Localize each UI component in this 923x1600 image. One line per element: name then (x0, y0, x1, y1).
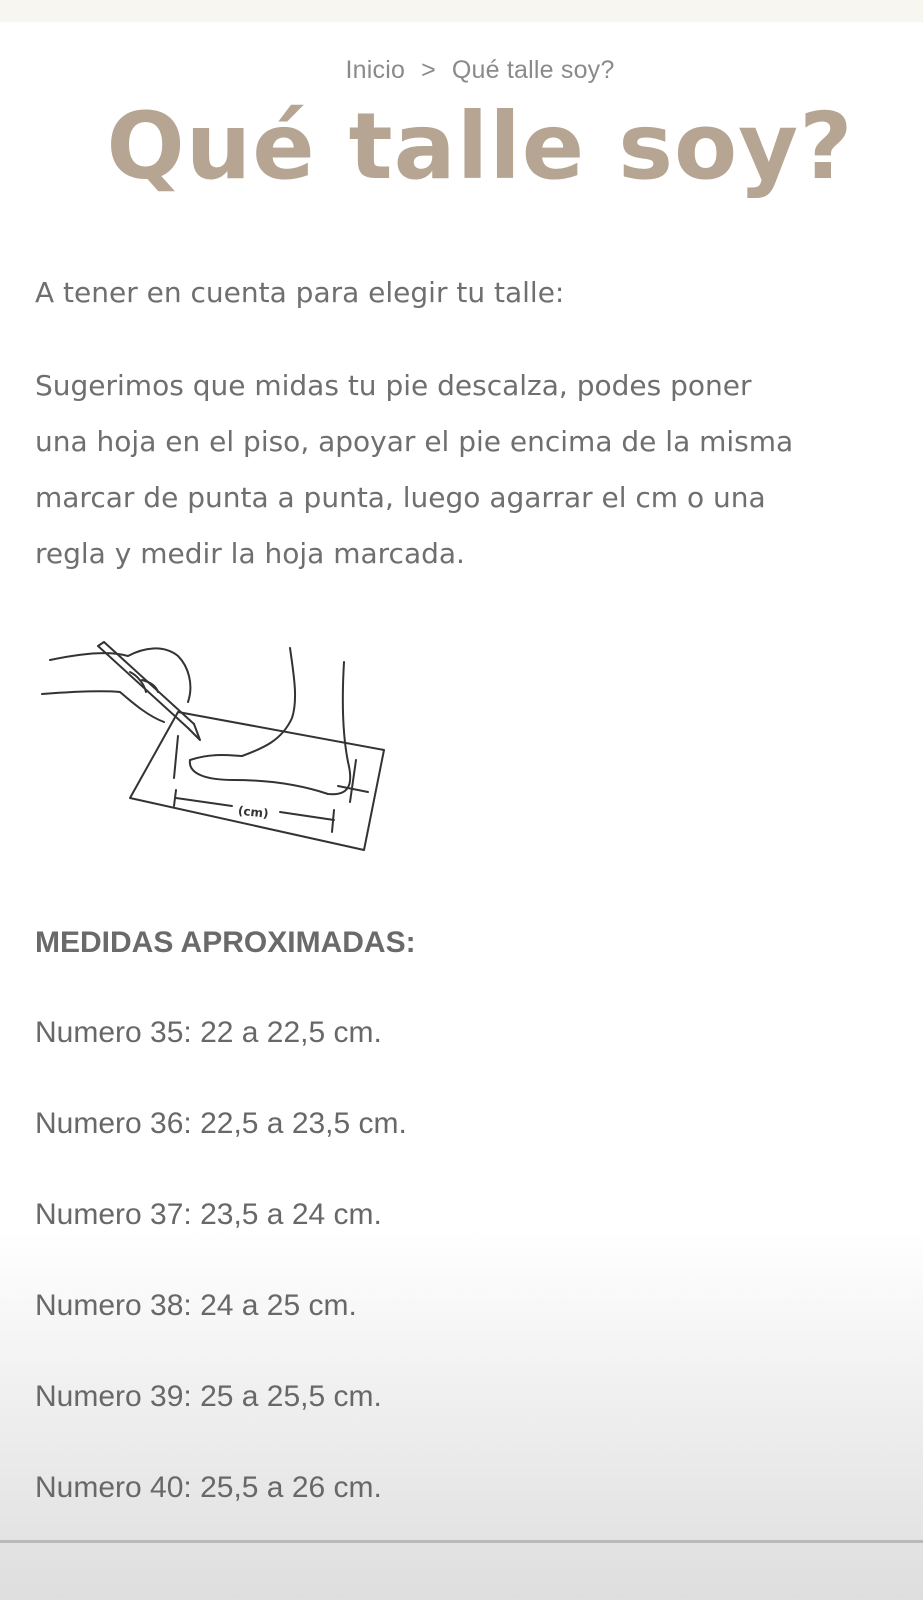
section-title: MEDIDAS APROXIMADAS: (35, 926, 416, 959)
bottom-divider (0, 1540, 923, 1543)
size-item: Numero 35: 22 a 22,5 cm. (35, 1016, 382, 1049)
size-item: Numero 40: 25,5 a 26 cm. (35, 1471, 382, 1504)
intro-text: A tener en cuenta para elegir tu talle: (35, 276, 565, 309)
instructions-line: Sugerimos que midas tu pie descalza, podes poner (35, 369, 752, 402)
size-item: Numero 39: 25 a 25,5 cm. (35, 1380, 382, 1413)
instructions-paragraph (35, 358, 915, 582)
instructions-line: regla y medir la hoja marcada. (35, 537, 465, 570)
breadcrumb-separator: > (421, 56, 436, 84)
size-list (35, 1010, 407, 1556)
breadcrumb-current: Qué talle soy? (451, 56, 615, 84)
size-item: Numero 37: 23,5 a 24 cm. (35, 1198, 382, 1231)
top-strip (0, 0, 923, 22)
size-item: Numero 36: 22,5 a 23,5 cm. (35, 1107, 407, 1140)
illustration-cm-label: (cm) (237, 803, 270, 821)
breadcrumb-home-link[interactable]: Inicio (345, 56, 406, 84)
instructions-line: una hoja en el piso, apoyar el pie encima de la misma (35, 425, 794, 458)
size-item: Numero 38: 24 a 25 cm. (35, 1289, 357, 1322)
page-title: Qué talle soy? (106, 93, 854, 200)
foot-measure-illustration (38, 636, 398, 856)
instructions-line: marcar de punta a punta, luego agarrar el cm o una (35, 481, 766, 514)
breadcrumb (0, 56, 923, 85)
